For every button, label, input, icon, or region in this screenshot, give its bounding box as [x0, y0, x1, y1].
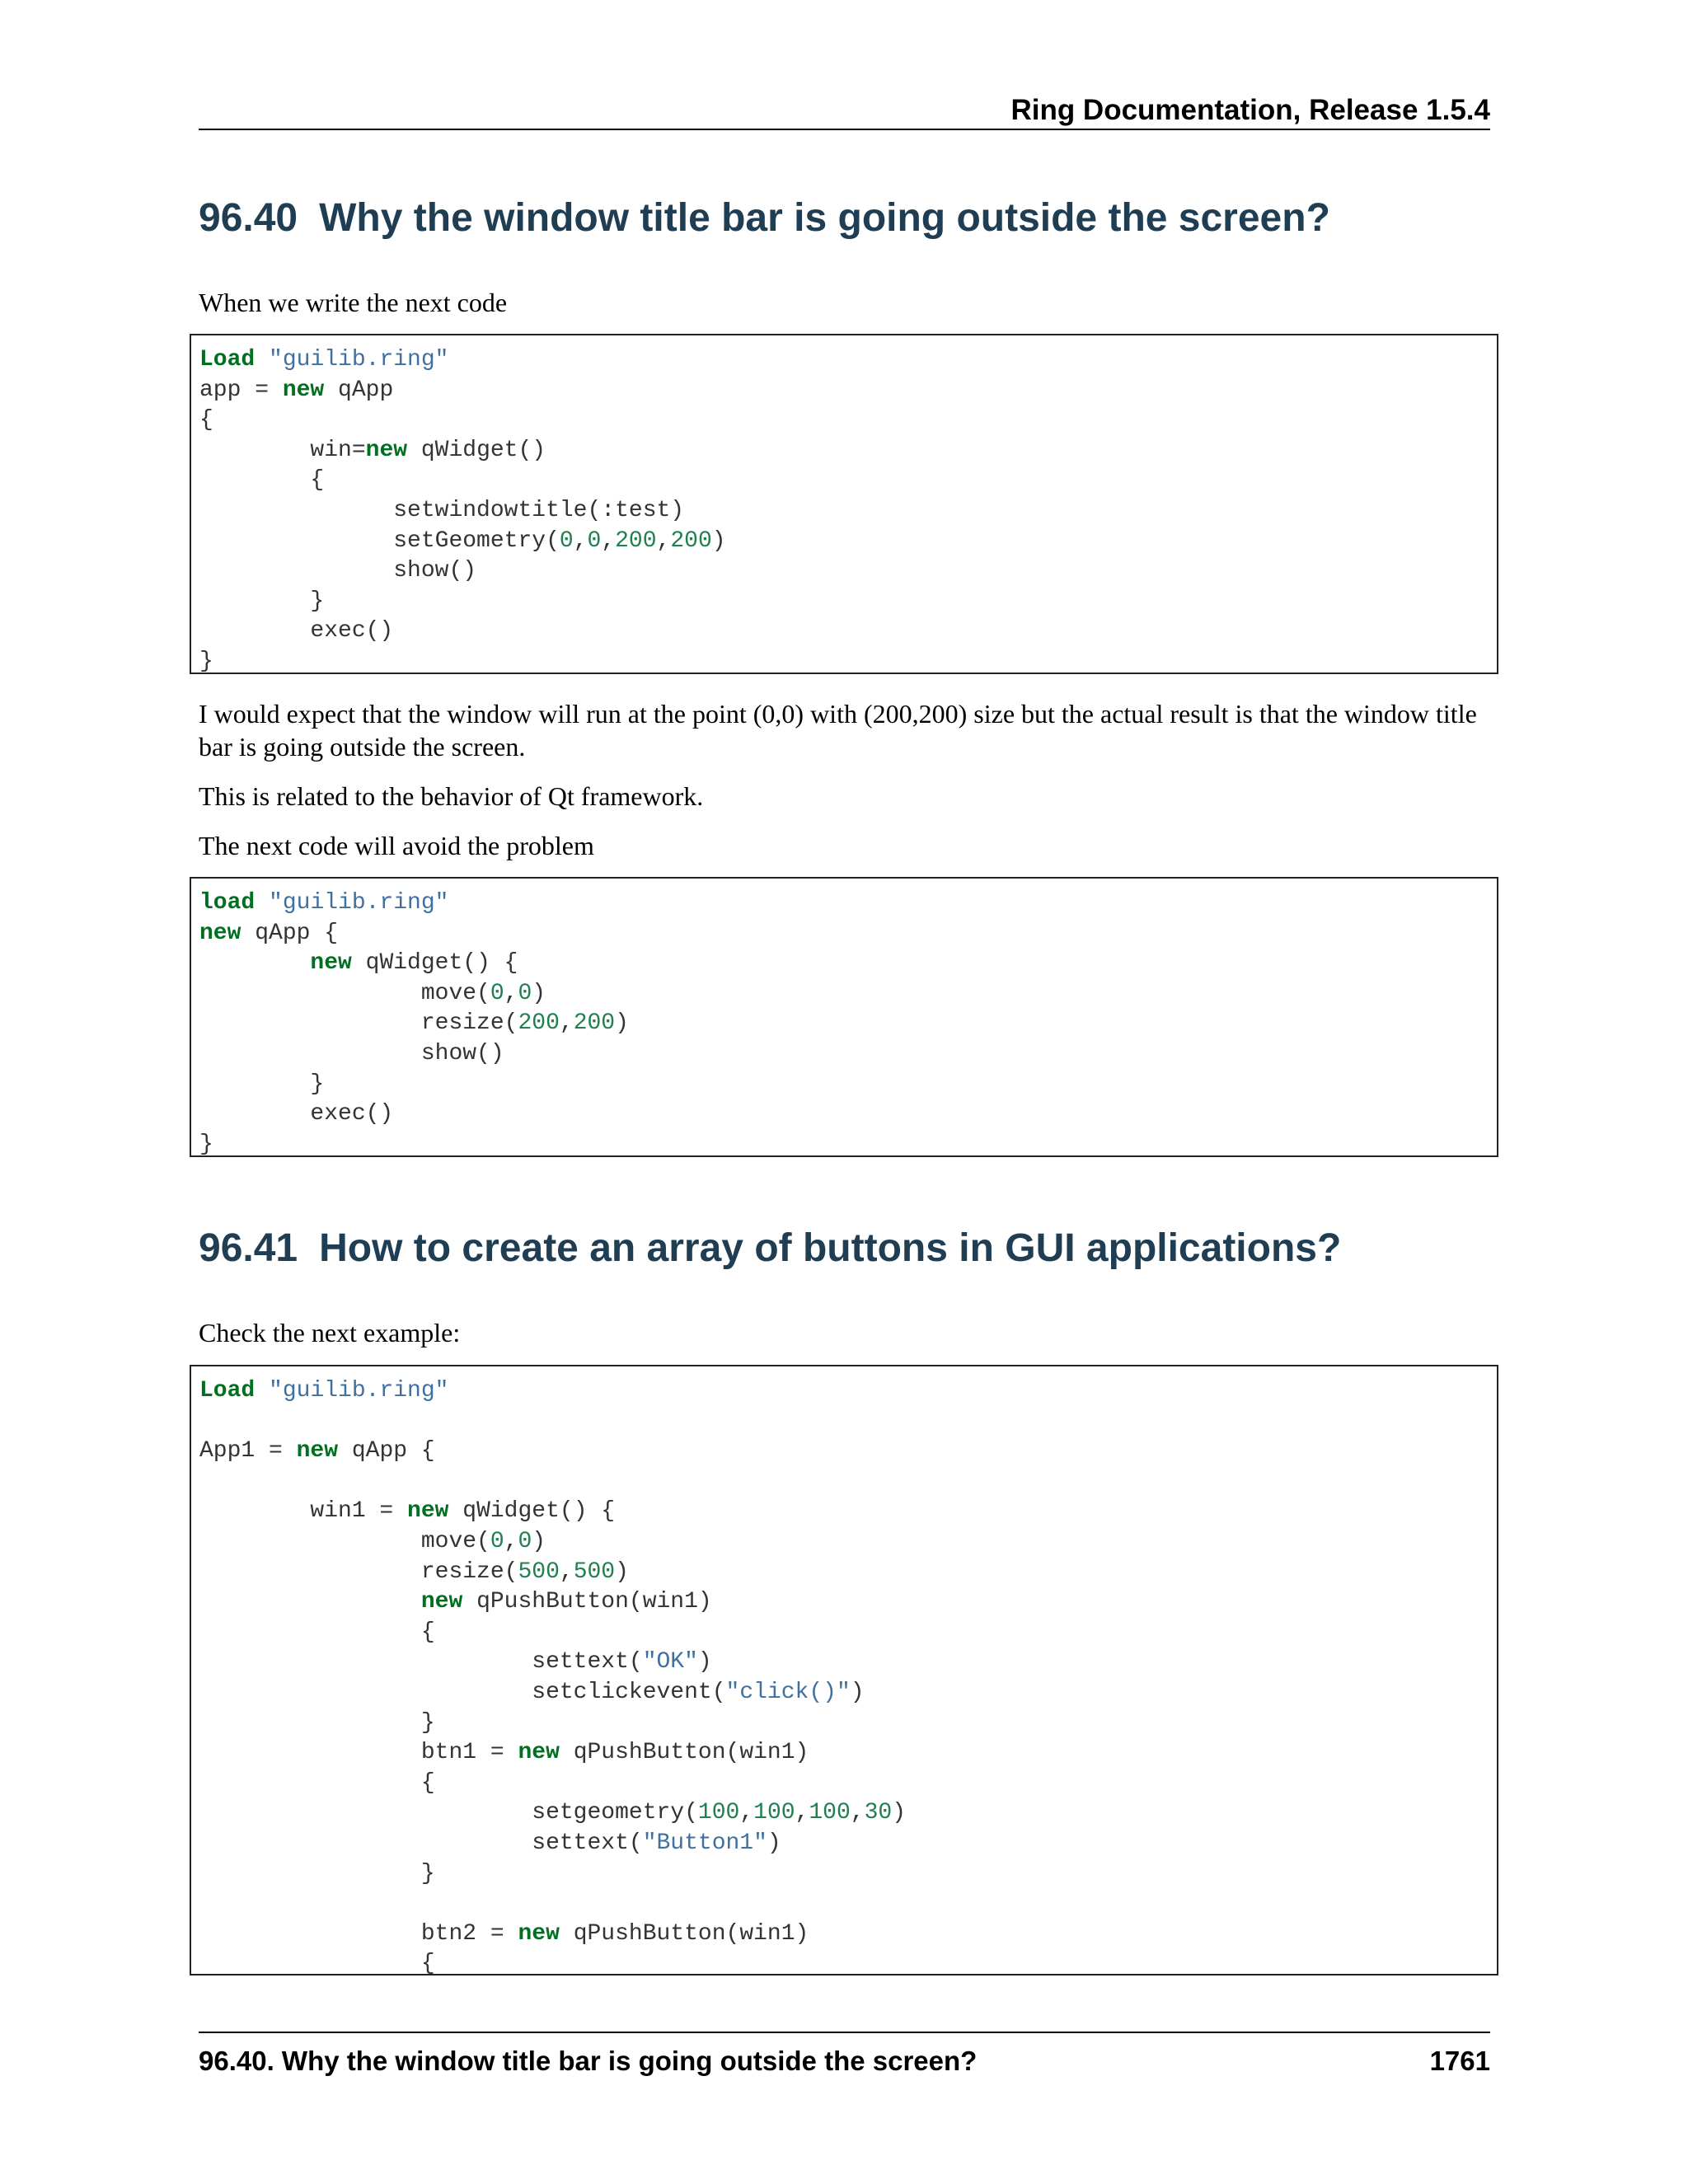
section-title-text: Why the window title bar is going outside the screen?	[319, 196, 1330, 240]
page-header: Ring Documentation, Release 1.5.4	[199, 91, 1490, 130]
intro-paragraph: When we write the next code	[199, 288, 508, 317]
solution-intro-paragraph: The next code will avoid the problem	[199, 831, 594, 860]
code-block-3	[190, 1365, 1498, 1975]
code-listing: Load "guilib.ring" App1 = new qApp { win1 = new qWidget() { move(0,0) resize(500,500) new qPushButton(win1) { settext("OK") setclickevent("click()") } btn1 = new qPushButton(win1) { setgeometry(100,100,100,30) settext("Button1") } btn2 = new qPushButton(win1) {	[199, 1378, 907, 1975]
section-number: 96.40	[199, 196, 298, 240]
section-heading-96-40	[199, 194, 1484, 243]
code-block-1	[190, 334, 1498, 674]
example-intro-paragraph: Check the next example:	[199, 1318, 461, 1347]
page-number: 1761	[1429, 2046, 1490, 2076]
footer-section-title: 96.40. Why the window title bar is going outside the screen?	[199, 2046, 978, 2076]
page-footer	[199, 2032, 1490, 2078]
code-listing: load "guilib.ring" new qApp { new qWidget() { move(0,0) resize(200,200) show() } exec() }	[199, 890, 629, 1157]
section-heading-96-41	[199, 1224, 1484, 1273]
section-number: 96.41	[199, 1226, 298, 1270]
code-listing: Load "guilib.ring" app = new qApp { win=new qWidget() { setwindowtitle(:test) setGeometry(0,0,200,200) show() } exec() }	[199, 347, 726, 674]
code-block-2	[190, 877, 1498, 1157]
section-title-text: How to create an array of buttons in GUI applications?	[319, 1226, 1342, 1270]
qt-behavior-paragraph: This is related to the behavior of Qt framework.	[199, 781, 704, 811]
explanation-paragraph: I would expect that the window will run at the point (0,0) with (200,200) size but the actual result is that the window title bar is going outside the screen.	[199, 699, 1477, 762]
